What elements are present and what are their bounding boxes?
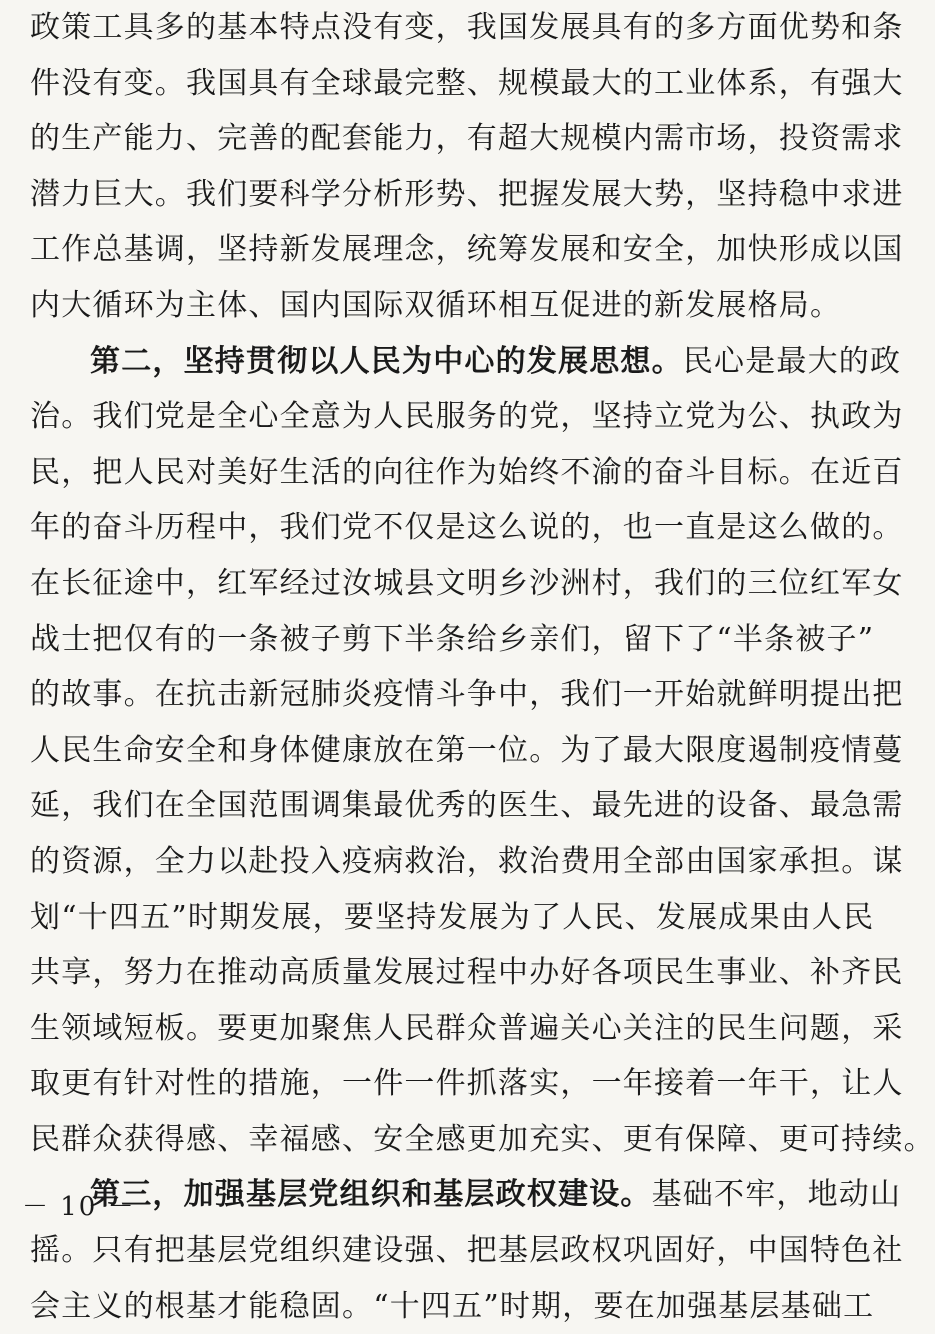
text-line-16: 的资源，全力以赴投入疫病救治，救治费用全部由国家承担。谋 (30, 843, 904, 879)
section-heading-3: 第三，加强基层党组织和基层政权建设。 (90, 1177, 652, 1213)
text-line-15: 延，我们在全国范围调集最优秀的医生、最先进的设备、最急需 (30, 788, 904, 824)
section-heading-2: 第二，坚持贯彻以人民为中心的发展思想。 (90, 343, 683, 379)
text-line-6: 内大循环为主体、国内国际双循环相互促进的新发展格局。 (30, 287, 842, 323)
text-line-24: 会主义的根基才能稳固。“十四五”时期，要在加强基层基础工 (30, 1288, 875, 1324)
text-line-21: 民群众获得感、幸福感、安全感更加充实、更有保障、更可持续。 (30, 1121, 935, 1157)
text-line-19: 生领域短板。要更加聚焦人民群众普遍关心关注的民生问题，采 (30, 1010, 904, 1046)
text-line-18: 共享，努力在推动高质量发展过程中办好各项民生事业、补齐民 (30, 955, 904, 991)
page-number: － 10 － (22, 1192, 136, 1222)
text-line-13: 的故事。在抗击新冠肺炎疫情斗争中，我们一开始就鲜明提出把 (30, 677, 904, 713)
text-line-10: 年的奋斗历程中，我们党不仅是这么说的，也一直是这么做的。 (30, 510, 904, 546)
text-line-1: 政策工具多的基本特点没有变，我国发展具有的多方面优势和条 (30, 10, 904, 45)
text-line-8: 治。我们党是全心全意为人民服务的党，坚持立党为公、执政为 (30, 399, 904, 435)
text-line-17: 划“十四五”时期发展，要坚持发展为了人民、发展成果由人民 (30, 899, 875, 935)
text-line-9: 民，把人民对美好生活的向往作为始终不渝的奋斗目标。在近百 (30, 454, 904, 490)
text-line-11: 在长征途中，红军经过汝城县文明乡沙洲村，我们的三位红军女 (30, 565, 904, 601)
text-line-4: 潜力巨大。我们要科学分析形势、把握发展大势，坚持稳中求进 (30, 176, 904, 212)
text-line-3: 的生产能力、完善的配套能力，有超大规模内需市场，投资需求 (30, 121, 904, 157)
text-line-20: 取更有针对性的措施，一件一件抓落实，一年接着一年干，让人 (30, 1066, 904, 1102)
document-body (30, 0, 935, 1334)
text-line-5: 工作总基调，坚持新发展理念，统筹发展和安全，加快形成以国 (30, 232, 904, 268)
text-line-2: 件没有变。我国具有全球最完整、规模最大的工业体系，有强大 (30, 65, 904, 101)
text-line-14: 人民生命安全和身体健康放在第一位。为了最大限度遏制疫情蔓 (30, 732, 904, 768)
text-line-12: 战士把仅有的一条被子剪下半条给乡亲们，留下了“半条被子” (30, 621, 875, 657)
paragraph-2-heading-line: 第二，坚持贯彻以人民为中心的发展思想。民心是最大的政 (90, 343, 902, 379)
paragraph-3-heading-line: 第三，加强基层党组织和基层政权建设。基础不牢，地动山 (90, 1177, 902, 1213)
text-line-23: 摇。只有把基层党组织建设强、把基层政权巩固好，中国特色社 (30, 1233, 904, 1269)
